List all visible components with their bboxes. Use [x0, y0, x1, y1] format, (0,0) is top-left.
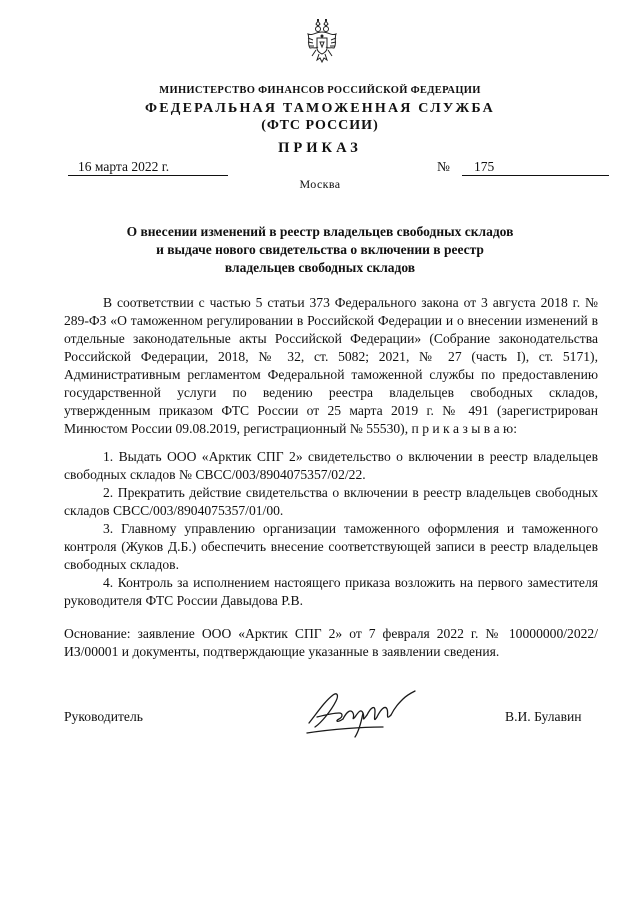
basis-paragraph: [64, 625, 598, 661]
ministry-name: МИНИСТЕРСТВО ФИНАНСОВ РОССИЙСКОЙ ФЕДЕРАЦИИ: [159, 85, 481, 96]
number-sign: №: [437, 159, 450, 174]
order-word: п р и к а з ы в а ю:: [411, 421, 517, 436]
city: Москва: [299, 177, 341, 191]
basis-text: Основание: заявление ООО «Арктик СПГ 2» от 7 февраля 2022 г. № 10000000/2022/ИЗ/00001 и документы, подтверждающие указанные в заявлении сведения.: [64, 626, 598, 659]
item-2: [64, 484, 598, 520]
item-text: 4. Контроль за исполнением настоящего приказа возложить на первого заместителя руководителя ФТС России Давыдова Р.В.: [64, 575, 598, 608]
item-text: 1. Выдать ООО «Арктик СПГ 2» свидетельство о включении в реестр владельцев свободных складов № СВСС/003/8904075357/02/22.: [64, 449, 598, 482]
item-1: [64, 448, 598, 484]
title-line: и выдаче нового свидетельства о включении в реестр: [156, 242, 484, 257]
handwritten-signature: [303, 683, 423, 743]
item-3: [64, 520, 598, 574]
item-text: 2. Прекратить действие свидетельства о включении в реестр владельцев свободных складов СВСС/003/8904075357/01/00.: [64, 485, 598, 518]
order-title: [0, 223, 640, 277]
signatory-role: Руководитель: [64, 709, 143, 724]
order-date: 16 марта 2022 г.: [68, 159, 228, 176]
signatory-name: В.И. Булавин: [505, 709, 582, 724]
order-number: 175: [462, 159, 609, 176]
service-name: ФЕДЕРАЛЬНАЯ ТАМОЖЕННАЯ СЛУЖБА: [145, 101, 495, 116]
preamble-paragraph: [64, 294, 598, 438]
preamble-text: В соответствии с частью 5 статьи 373 Федерального закона от 3 августа 2018 г. № 289-ФЗ «О таможенном регулировании в Российской Федерации и о внесении изменений в отдельные законодательные акты Российской Федерации» (Собрание законодательства Российской Федерации, 2018, № 32, ст. 5082; 2021, № 27 (часть I), ст. 5171), Административным регламентом Федеральной таможенной службы по предоставлению государственной услуги по ведению реестра владельцев свободных складов, утвержденным приказом ФТС России от 25 марта 2019 г. № 491 (зарегистрирован Минюстом России 09.08.2019, регистрационный № 55530),: [64, 295, 598, 436]
item-4: [64, 574, 598, 610]
item-text: 3. Главному управлению организации таможенного оформления и таможенного контроля (Жуков Д.Б.) обеспечить внесение соответствующей записи в реестр владельцев свободных складов.: [64, 521, 598, 572]
title-line: О внесении изменений в реестр владельцев свободных складов: [126, 224, 514, 239]
title-line: владельцев свободных складов: [224, 260, 416, 275]
service-short-name: (ФТС РОССИИ): [261, 118, 379, 133]
coat-of-arms-icon: [305, 18, 339, 68]
document-type: ПРИКАЗ: [278, 140, 362, 156]
